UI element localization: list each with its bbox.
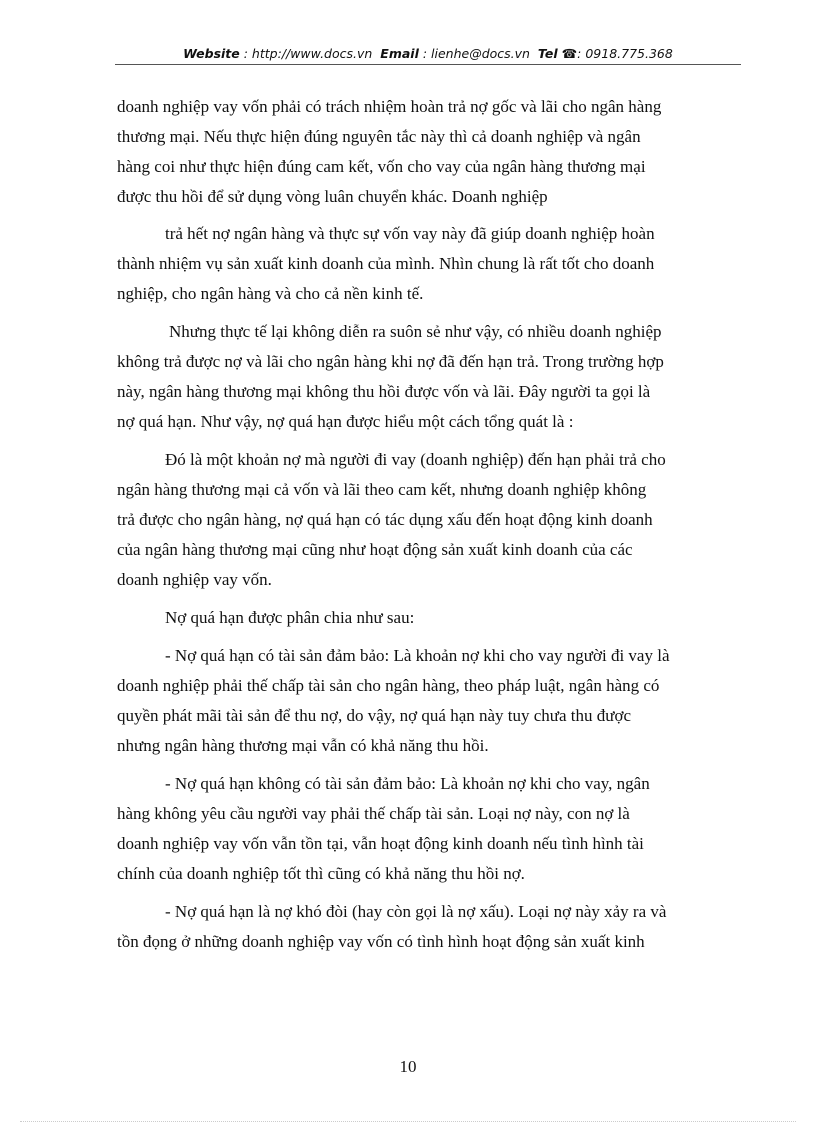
paragraph-6: - Nợ quá hạn có tài sản đảm bảo: Là khoản nợ khi cho vay người đi vay là doanh nghiệp phải thế chấp tài sản cho ngân hàng, theo pháp luật, ngân hàng có quyền phát mãi tài sản để thu nợ, do vậy, nợ quá hạn này tuy chưa thu được nhưng ngân hàng thương mại vẫn có khả năng thu hồi. — [117, 646, 670, 755]
email-value: : lienhe@docs.vn — [422, 46, 530, 61]
paragraph-3: Nhưng thực tế lại không diễn ra suôn sẻ như vậy, có nhiều doanh nghiệp không trả được nợ và lãi cho ngân hàng khi nợ đã đến hạn trả. Trong trường hợp này, ngân hàng thương mại không thu hồi được vốn và lãi. Đây người ta gọi là nợ quá hạn. Như vậy, nợ quá hạn được hiểu một cách tổng quát là : — [117, 322, 664, 431]
tel-value: : 0918.775.368 — [577, 46, 673, 61]
page-number: 10 — [399, 1057, 417, 1076]
paragraph-8: - Nợ quá hạn là nợ khó đòi (hay còn gọi là nợ xấu). Loại nợ này xảy ra và tồn đọng ở những doanh nghiệp vay vốn có tình hình hoạt động sản xuất kinh — [117, 902, 667, 951]
tel-label: Tel — [537, 46, 558, 61]
document-body — [117, 92, 739, 957]
phone-icon: ☎ — [561, 46, 578, 61]
paragraph-5: Nợ quá hạn được phân chia như sau: — [165, 608, 415, 627]
website-label: Website — [183, 46, 240, 61]
paragraph-4: Đó là một khoản nợ mà người đi vay (doanh nghiệp) đến hạn phải trả cho ngân hàng thương mại cả vốn và lãi theo cam kết, nhưng doanh nghiệp không trả được cho ngân hàng, nợ quá hạn có tác dụng xấu đến hoạt động kinh doanh của ngân hàng thương mại cũng như hoạt động sản xuất kinh doanh của các doanh nghiệp vay vốn. — [117, 450, 666, 589]
paragraph-1: doanh nghiệp vay vốn phải có trách nhiệm hoàn trả nợ gốc và lãi cho ngân hàng thương mại. Nếu thực hiện đúng nguyên tắc này thì cả doanh nghiệp và ngân hàng coi như thực hiện đúng cam kết, vốn cho vay của ngân hàng thương mại được thu hồi để sử dụng vòng luân chuyển khác. Doanh nghiệp — [117, 97, 662, 206]
page-header — [115, 46, 741, 61]
page-bottom-divider — [20, 1121, 796, 1122]
paragraph-7: - Nợ quá hạn không có tài sản đảm bảo: Là khoản nợ khi cho vay, ngân hàng không yêu cầu người vay phải thế chấp tài sản. Loại nợ này, con nợ là doanh nghiệp vay vốn vẫn tồn tại, vẫn hoạt động kinh doanh nếu tình hình tài chính của doanh nghiệp tốt thì cũng có khả năng thu hồi nợ. — [117, 774, 650, 883]
header-divider — [115, 64, 741, 65]
website-value: : http://www.docs.vn — [243, 46, 373, 61]
email-label: Email — [380, 46, 419, 61]
paragraph-2: trả hết nợ ngân hàng và thực sự vốn vay này đã giúp doanh nghiệp hoàn thành nhiệm vụ sản xuất kinh doanh của mình. Nhìn chung là rất tốt cho doanh nghiệp, cho ngân hàng và cho cả nền kinh tế. — [117, 224, 655, 303]
